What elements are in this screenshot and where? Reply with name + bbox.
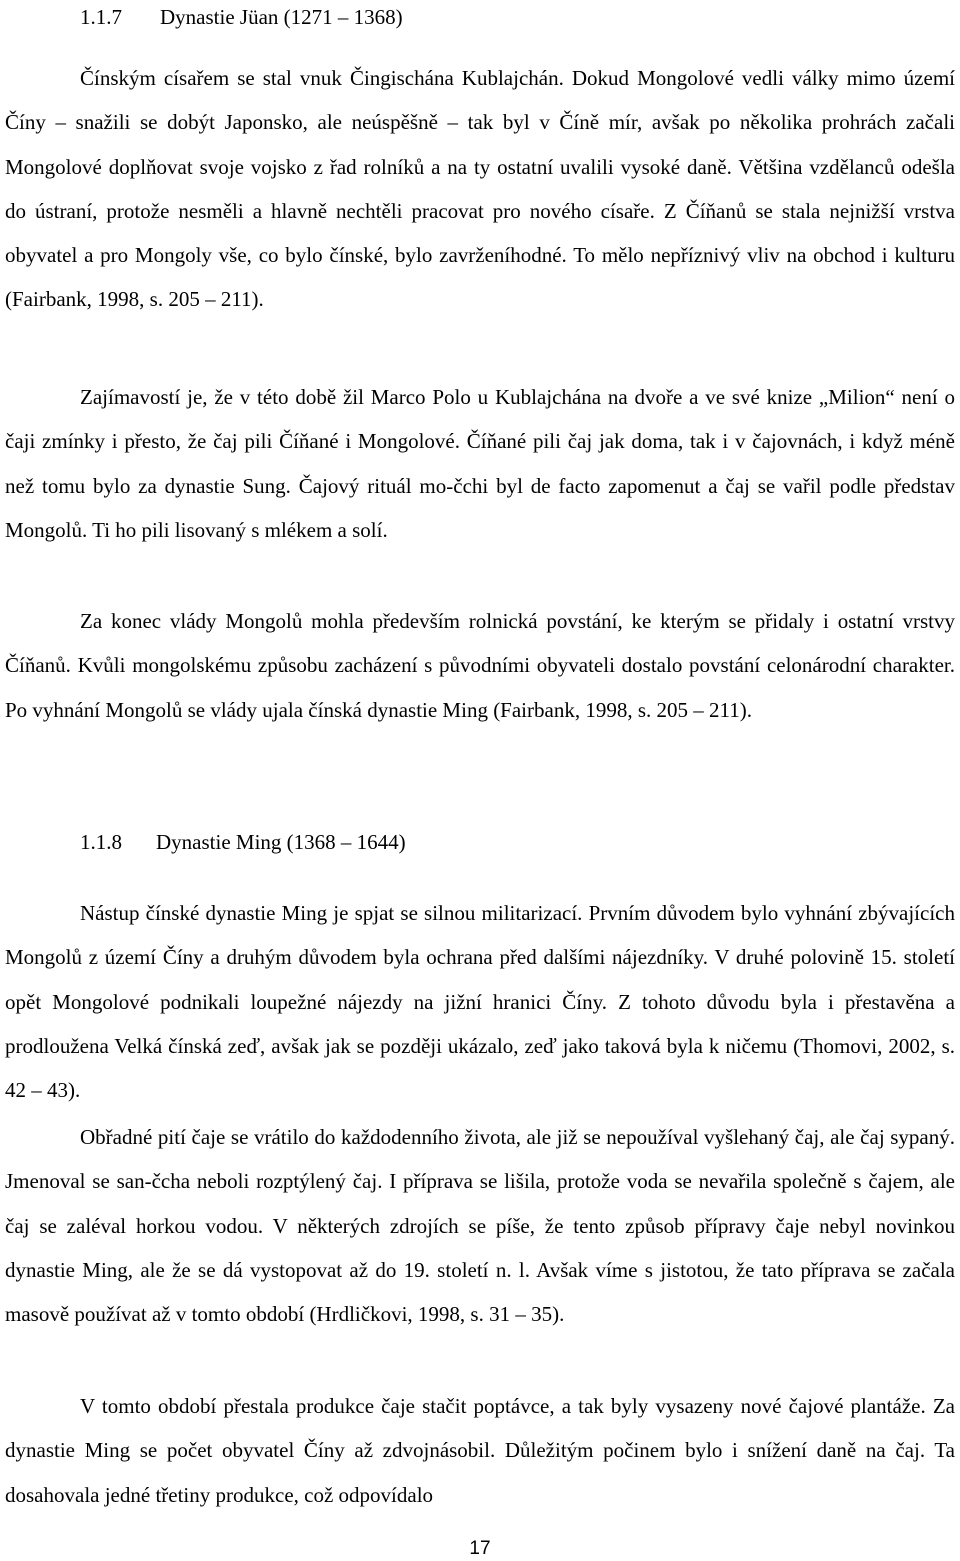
- section-title: Dynastie Jüan (1271 – 1368): [160, 5, 403, 29]
- section-heading: [80, 4, 403, 30]
- section-number: 1.1.7: [80, 5, 122, 29]
- paragraph: Zajímavostí je, že v této době žil Marco Polo u Kublajchána na dvoře a ve své knize „Milion“ není o čaji zmínky i přesto, že čaj pili Číňané i Mongolové. Číňané pili čaj jak doma, tak i v čajovnách, i když méně než tomu bylo za dynastie Sung. Čajový rituál mo-čchi byl de facto zapomenut a čaj se vařil podle představ Mongolů. Ti ho pili lisovaný s mlékem a solí.: [5, 385, 955, 542]
- section-number: 1.1.8: [80, 830, 122, 854]
- page-number: 17: [469, 1538, 491, 1559]
- paragraph: Nástup čínské dynastie Ming je spjat se silnou militarizací. Prvním důvodem bylo vyhnání zbývajících Mongolů z území Číny a druhým důvodem byla ochrana před dalšími nájezdníky. V druhé polovině 15. století opět Mongolové podnikali loupežné nájezdy na jižní hranici Číny. Z tohoto důvodu byla i přestavěna a prodloužena Velká čínská zeď, avšak jak se později ukázalo, zeď jako taková byla k ničemu (Thomovi, 2002, s. 42 – 43).: [5, 901, 955, 1103]
- paragraph: V tomto období přestala produkce čaje stačit poptávce, a tak byly vysazeny nové čajové plantáže. Za dynastie Ming se počet obyvatel Číny až zdvojnásobil. Důležitým počinem bylo i snížení daně na čaj. Ta dosahovala jedné třetiny produkce, což odpovídalo: [5, 1394, 955, 1507]
- section-heading: [80, 829, 406, 855]
- paragraph: Obřadné pití čaje se vrátilo do každodenního života, ale již se nepoužíval vyšlehaný čaj, ale čaj sypaný. Jmenoval se san-čcha neboli rozptýlený čaj. I příprava se lišila, protože voda se nevařila společně s čajem, ale čaj se zaléval horkou vodou. V některých zdrojích se píše, že tento způsob přípravy čaje nebyl novinkou dynastie Ming, ale že se dá vystopovat až do 19. století n. l. Avšak víme s jistotou, že tato příprava se začala masově používat až v tomto období (Hrdličkovi, 1998, s. 31 – 35).: [5, 1125, 955, 1327]
- paragraph: Za konec vlády Mongolů mohla především rolnická povstání, ke kterým se přidaly i ostatní vrstvy Číňanů. Kvůli mongolskému způsobu zacházení s původními obyvateli dostalo povstání celonárodní charakter. Po vyhnání Mongolů se vlády ujala čínská dynastie Ming (Fairbank, 1998, s. 205 – 211).: [5, 609, 955, 722]
- paragraph: Čínským císařem se stal vnuk Čingischána Kublajchán. Dokud Mongolové vedli války mimo území Číny – snažili se dobýt Japonsko, ale neúspěšně – tak byl v Číně mír, avšak po několika prohrách začali Mongolové doplňovat svoje vojsko z řad rolníků a na ty ostatní uvalili vysoké daně. Většina vzdělanců odešla do ústraní, protože nesměli a hlavně nechtěli pracovat pro nového císaře. Z Číňanů se stala nejnižší vrstva obyvatel a pro Mongoly vše, co bylo čínské, bylo zavrženíhodné. To mělo nepříznivý vliv na obchod i kulturu (Fairbank, 1998, s. 205 – 211).: [5, 66, 955, 312]
- section-title: Dynastie Ming (1368 – 1644): [156, 830, 406, 854]
